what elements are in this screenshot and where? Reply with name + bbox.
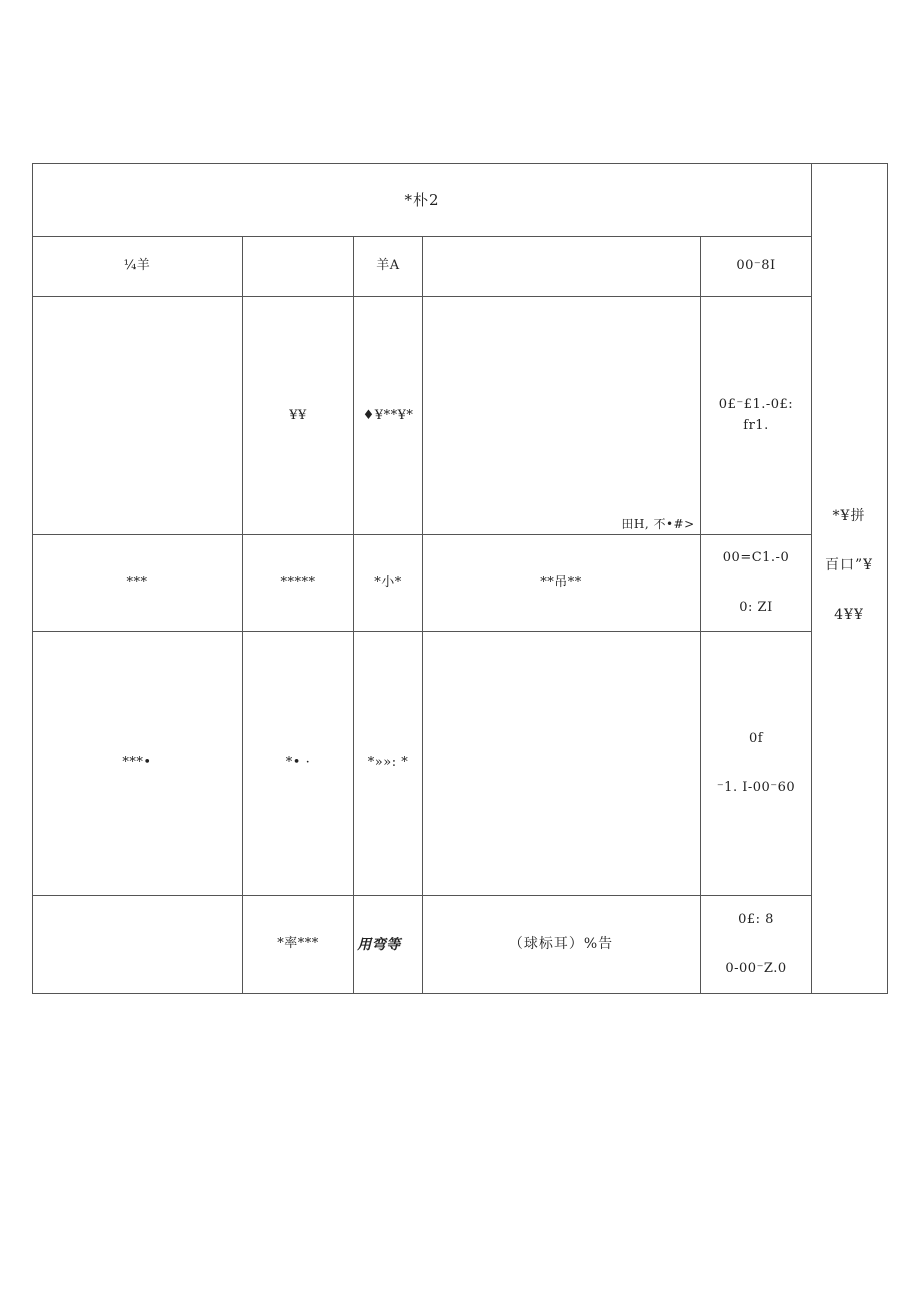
row2-col5-line1: 00=C1.-0 (722, 550, 790, 565)
table-title: *朴2 (404, 191, 440, 209)
row3-col3: *»»: * (367, 755, 409, 770)
row1-col5-line2: fr1. (743, 418, 769, 433)
header-col3: 羊A (376, 258, 400, 273)
side-line3: 4¥¥ (834, 607, 864, 623)
row4-col5-line1: 0£: 8 (738, 912, 774, 927)
row2-col1: *** (126, 575, 148, 590)
header-col1: ¼羊 (123, 258, 151, 273)
header-col5: 00⁻8I (736, 258, 776, 273)
table-frame (32, 163, 888, 994)
row4-col3: 用弯等 (357, 936, 401, 952)
row3-col2: *• · (285, 755, 311, 770)
row4-col2: *率*** (277, 936, 319, 951)
row2-col4: **吊** (540, 575, 582, 590)
row1-col2: ¥¥ (289, 408, 307, 423)
column-divider (422, 236, 423, 994)
column-divider (700, 236, 701, 994)
row2-col3: *小* (374, 575, 402, 590)
column-divider (242, 236, 243, 994)
row1-col4-note: 田H, 不•#> (621, 517, 695, 531)
side-line2: 百口”¥ (824, 557, 874, 573)
row2-col2: ***** (280, 575, 316, 590)
column-divider (353, 236, 354, 994)
row1-col5-line1: 0£⁻£1.-0£: (718, 397, 794, 412)
row3-col5-line1: 0f (748, 731, 764, 746)
side-line1: *¥拼 (832, 508, 866, 524)
row3-col5-line2: ⁻1. I-00⁻60 (716, 780, 796, 795)
row4-col5-line2: 0-00⁻Z.0 (725, 961, 787, 976)
row3-col1: ***• (122, 755, 152, 770)
row2-col5-line2: 0: ZI (739, 600, 773, 615)
side-column-divider (811, 163, 812, 994)
row1-col3: ♦¥**¥* (362, 408, 414, 423)
row4-col4: （球标耳）%告 (508, 936, 614, 952)
